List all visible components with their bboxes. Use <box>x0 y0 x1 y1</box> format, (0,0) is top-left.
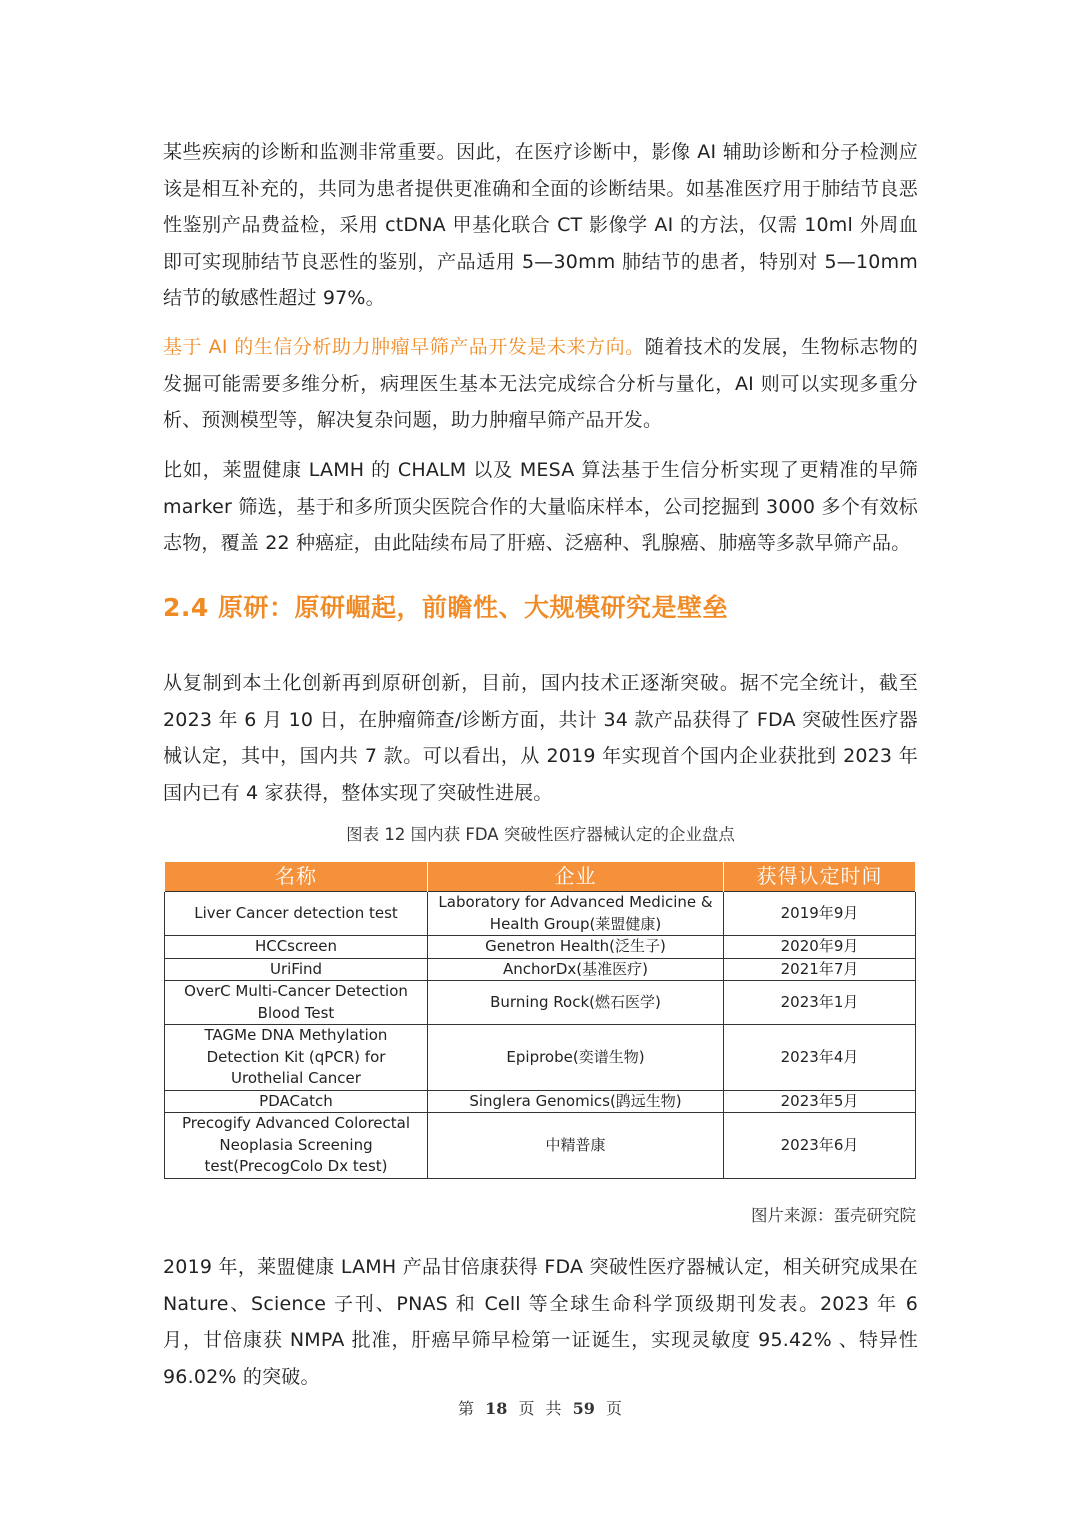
paragraph-2 <box>163 329 918 439</box>
table-header-row <box>165 862 916 892</box>
cell-name: OverC Multi-Cancer Detection Blood Test <box>165 981 428 1025</box>
image-source-note: 图片来源：蛋壳研究院 <box>751 1206 916 1225</box>
column-header-name: 名称 <box>165 862 428 892</box>
footer-middle: 页 共 <box>518 1399 562 1418</box>
cell-date: 2023年6月 <box>724 1113 916 1179</box>
cell-company: Genetron Health(泛生子) <box>428 936 724 959</box>
table-row <box>165 936 916 959</box>
cell-date: 2020年9月 <box>724 936 916 959</box>
cell-company: Singlera Genomics(鹍远生物) <box>428 1090 724 1113</box>
cell-company: Burning Rock(燃石医学) <box>428 981 724 1025</box>
cell-company: 中精普康 <box>428 1113 724 1179</box>
paragraph-2-text: 随着技术的发展，生物标志物的发掘可能需要多维分析，病理医生基本无法完成综合分析与量化，AI 则可以实现多重分析、预测模型等，解决复杂问题，助力肿瘤早筛产品开发。 <box>163 336 918 432</box>
paragraph-2-highlight: 基于 AI 的生信分析助力肿瘤早筛产品开发是未来方向。 <box>163 336 645 358</box>
table-caption: 图表 12 国内获 FDA 突破性医疗器械认定的企业盘点 <box>346 825 735 844</box>
cell-date: 2023年5月 <box>724 1090 916 1113</box>
column-header-date: 获得认定时间 <box>724 862 916 892</box>
cell-name: PDACatch <box>165 1090 428 1113</box>
total-page-number: 59 <box>572 1399 595 1418</box>
table-row <box>165 1090 916 1113</box>
cell-name: Precogify Advanced Colorectal Neoplasia Screening test(PrecogColo Dx test) <box>165 1113 428 1179</box>
fda-approval-table <box>164 862 916 1179</box>
cell-company: AnchorDx(基准医疗) <box>428 958 724 981</box>
page-footer <box>0 1397 1080 1421</box>
current-page-number: 18 <box>485 1399 508 1418</box>
cell-date: 2021年7月 <box>724 958 916 981</box>
cell-name: HCCscreen <box>165 936 428 959</box>
table-row <box>165 1113 916 1179</box>
paragraph-4: 从复制到本土化创新再到原研创新，目前，国内技术正逐渐突破。据不完全统计，截至 2023 年 6 月 10 日，在肿瘤筛查/诊断方面，共计 34 款产品获得了 FDA 突破性医疗器械认定，其中，国内共 7 款。可以看出，从 2019 年实现首个国内企业获批到 2023 年国内已有 4 家获得，整体实现了突破性进展。 <box>163 672 918 804</box>
cell-date: 2023年1月 <box>724 981 916 1025</box>
cell-company: Laboratory for Advanced Medicine & Health Group(莱盟健康) <box>428 892 724 936</box>
table-row <box>165 981 916 1025</box>
paragraph-3: 比如，莱盟健康 LAMH 的 CHALM 以及 MESA 算法基于生信分析实现了更精准的早筛 marker 筛选，基于和多所顶尖医院合作的大量临床样本，公司挖掘到 3000 多个有效标志物，覆盖 22 种癌症，由此陆续布局了肝癌、泛癌种、乳腺癌、肺癌等多款早筛产品。 <box>163 459 918 555</box>
paragraph-5: 2019 年，莱盟健康 LAMH 产品甘倍康获得 FDA 突破性医疗器械认定，相关研究成果在 Nature、Science 子刊、PNAS 和 Cell 等全球生命科学顶级期刊发表。2023 年 6 月，甘倍康获 NMPA 批准，肝癌早筛早检第一证诞生，实现灵敏度 95.42% 、特异性 96.02% 的突破。 <box>163 1256 918 1388</box>
footer-prefix: 第 <box>457 1399 474 1418</box>
cell-name: TAGMe DNA Methylation Detection Kit (qPCR) for Urothelial Cancer <box>165 1025 428 1091</box>
cell-name: Liver Cancer detection test <box>165 892 428 936</box>
table-row <box>165 958 916 981</box>
cell-date: 2023年4月 <box>724 1025 916 1091</box>
column-header-company: 企业 <box>428 862 724 892</box>
cell-name: UriFind <box>165 958 428 981</box>
table-row <box>165 892 916 936</box>
footer-suffix: 页 <box>606 1399 623 1418</box>
section-heading: 2.4 原研：原研崛起，前瞻性、大规模研究是壁垒 <box>163 593 728 622</box>
table-row <box>165 1025 916 1091</box>
cell-company: Epiprobe(奕谱生物) <box>428 1025 724 1091</box>
cell-date: 2019年9月 <box>724 892 916 936</box>
paragraph-1: 某些疾病的诊断和监测非常重要。因此，在医疗诊断中，影像 AI 辅助诊断和分子检测应该是相互补充的，共同为患者提供更准确和全面的诊断结果。如基准医疗用于肺结节良恶性鉴别产品费益检，采用 ctDNA 甲基化联合 CT 影像学 AI 的方法，仅需 10ml 外周血即可实现肺结节良恶性的鉴别，产品适用 5—30mm 肺结节的患者，特别对 5—10mm 结节的敏感性超过 97%。 <box>163 141 918 310</box>
